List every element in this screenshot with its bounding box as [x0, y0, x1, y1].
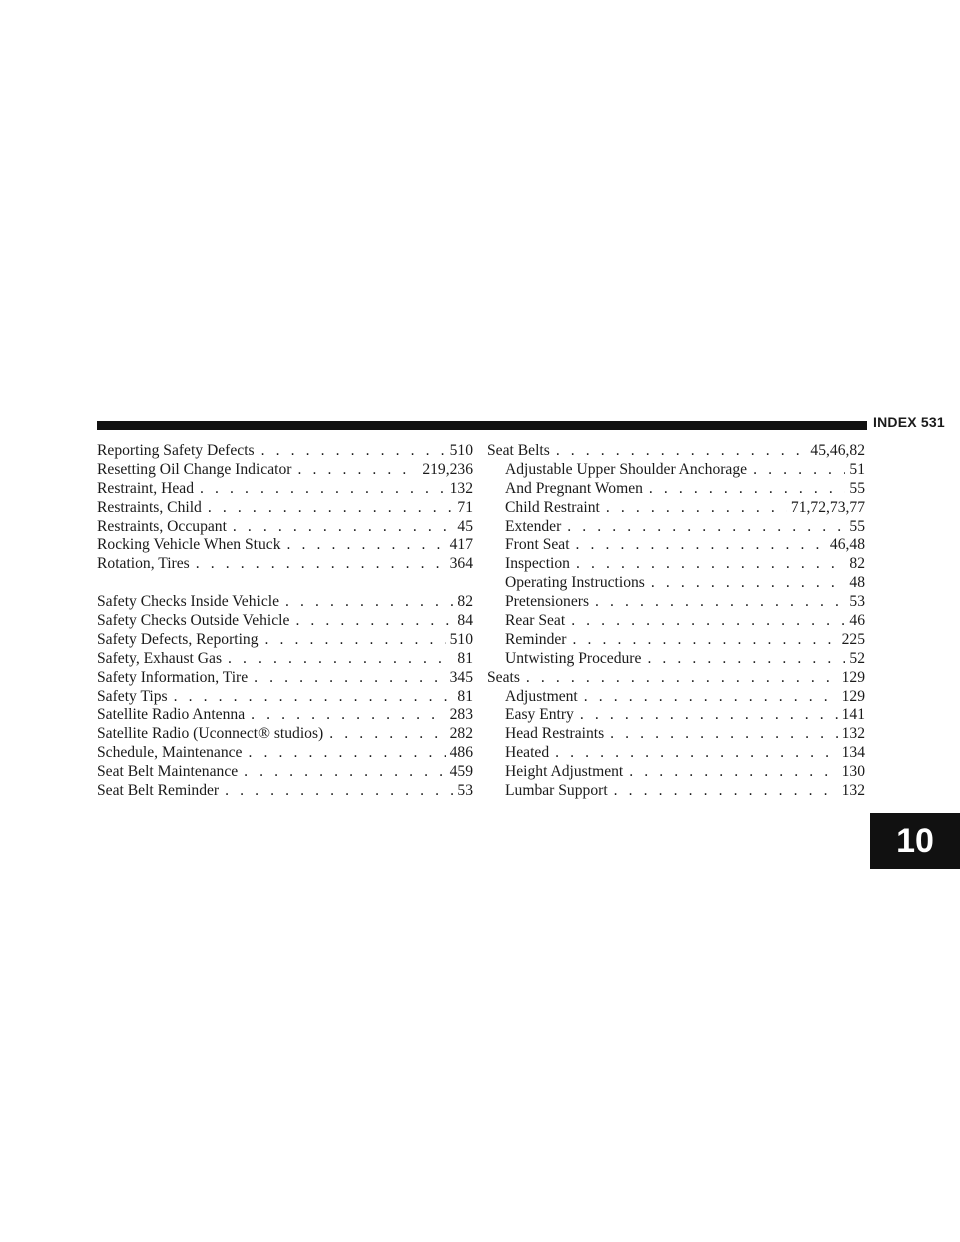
- index-subentry: [487, 555, 865, 574]
- index-subentry: [487, 536, 865, 555]
- dot-leader: [595, 593, 845, 612]
- index-term: Reminder: [505, 630, 567, 648]
- dot-leader: [329, 725, 445, 744]
- index-page-ref: 417: [449, 536, 473, 554]
- index-entry: [487, 669, 865, 688]
- index-term: Head Restraints: [505, 725, 605, 743]
- index-term: Reporting Safety Defects: [97, 442, 255, 459]
- index-entry: [97, 442, 473, 461]
- index-page-ref: 283: [449, 706, 473, 724]
- index-term: Satellite Radio Antenna: [97, 706, 246, 724]
- index-term: Seat Belt Maintenance: [97, 763, 239, 781]
- index-subentry: [487, 688, 865, 707]
- index-term: Heated: [505, 744, 550, 762]
- index-page-ref: 129: [841, 668, 865, 686]
- index-term: Child Restraint: [505, 498, 600, 516]
- dot-leader: [576, 536, 826, 555]
- index-page-ref: 81: [457, 687, 473, 705]
- index-page-ref: 71: [457, 498, 473, 516]
- dot-leader: [196, 555, 446, 574]
- index-entry: [97, 536, 473, 555]
- dot-leader: [208, 499, 454, 518]
- index-subentry: [487, 593, 865, 612]
- index-entry: [97, 612, 473, 631]
- index-page-ref: 45: [457, 517, 473, 535]
- index-page-ref: 130: [841, 763, 865, 781]
- index-entry: [97, 518, 473, 537]
- index-entry: [97, 763, 473, 782]
- index-entry: [97, 499, 473, 518]
- dot-leader: [526, 669, 838, 688]
- index-subentry: [487, 706, 865, 725]
- index-term: And Pregnant Women: [505, 479, 643, 497]
- dot-leader: [610, 725, 837, 744]
- index-page-ref: 84: [457, 612, 473, 630]
- dot-leader: [225, 782, 453, 801]
- index-term: Seats: [487, 668, 520, 686]
- page-number: 531: [920, 414, 945, 430]
- index-subentry: [487, 499, 865, 518]
- dot-leader: [251, 706, 445, 725]
- index-subentry: [487, 518, 865, 537]
- index-page-ref: 55: [849, 517, 865, 535]
- dot-leader: [556, 442, 807, 461]
- dot-leader: [244, 763, 445, 782]
- dot-leader: [261, 442, 446, 461]
- dot-leader: [649, 480, 845, 499]
- index-term: Adjustable Upper Shoulder Anchorage: [505, 460, 748, 478]
- index-term: Safety, Exhaust Gas: [97, 649, 223, 667]
- index-term: Restraint, Head: [97, 479, 194, 497]
- dot-leader: [580, 706, 838, 725]
- running-header: [873, 414, 945, 430]
- index-subentry: [487, 744, 865, 763]
- index-term: Operating Instructions: [505, 574, 645, 592]
- header-rule: [97, 421, 867, 430]
- dot-leader: [228, 650, 453, 669]
- index-page-ref: 510: [449, 630, 473, 648]
- index-page-ref: 345: [449, 668, 473, 686]
- index-term: Safety Information, Tire: [97, 668, 249, 686]
- index-page-ref: 48: [849, 574, 865, 592]
- index-subentry: [487, 631, 865, 650]
- index-subentry: [487, 725, 865, 744]
- dot-leader: [285, 593, 453, 612]
- index-entry: [97, 480, 473, 499]
- dot-leader: [555, 744, 837, 763]
- index-entry: [97, 650, 473, 669]
- index-entry: [97, 706, 473, 725]
- index-entry: [97, 725, 473, 744]
- index-entry: [97, 669, 473, 688]
- index-subentry: [487, 763, 865, 782]
- dot-leader: [584, 688, 838, 707]
- index-subentry: [487, 650, 865, 669]
- dot-leader: [233, 518, 453, 537]
- header-section-label: INDEX: [873, 414, 917, 430]
- index-term: Safety Checks Inside Vehicle: [97, 593, 280, 611]
- index-page-ref: 55: [849, 479, 865, 497]
- index-subentry: [487, 574, 865, 593]
- index-page-ref: 71,72,73,77: [790, 498, 865, 516]
- index-page-ref: 82: [457, 593, 473, 611]
- dot-leader: [295, 612, 453, 631]
- index-term: Safety Defects, Reporting: [97, 630, 259, 648]
- index-subentry: [487, 480, 865, 499]
- index-term: Rear Seat: [505, 612, 566, 630]
- dot-leader: [614, 782, 838, 801]
- dot-leader: [297, 461, 418, 480]
- index-column-right: [487, 442, 865, 801]
- index-page-ref: 46: [849, 612, 865, 630]
- index-entry: [97, 593, 473, 612]
- dot-leader: [606, 499, 787, 518]
- index-term: Safety Tips: [97, 687, 168, 705]
- dot-leader: [248, 744, 445, 763]
- index-page-ref: 141: [841, 706, 865, 724]
- index-term: Seat Belt Reminder: [97, 782, 220, 800]
- index-page-ref: 282: [449, 725, 473, 743]
- dot-leader: [753, 461, 845, 480]
- dot-leader: [265, 631, 446, 650]
- index-subentry: [487, 782, 865, 801]
- index-entry: [97, 555, 473, 574]
- dot-leader: [571, 612, 845, 631]
- index-term: Seat Belts: [487, 442, 550, 459]
- index-subentry: [487, 612, 865, 631]
- index-term: Rotation, Tires: [97, 555, 190, 573]
- index-column-left: [97, 442, 473, 801]
- index-term: Rocking Vehicle When Stuck: [97, 536, 281, 554]
- index-page-ref: 219,236: [422, 460, 473, 478]
- index-entry: [97, 631, 473, 650]
- index-entry: [97, 782, 473, 801]
- index-page-ref: 46,48: [829, 536, 865, 554]
- index-page-ref: 82: [849, 555, 865, 573]
- index-page-ref: 486: [449, 744, 473, 762]
- index-page-ref: 510: [449, 442, 473, 459]
- index-term: Untwisting Procedure: [505, 649, 642, 667]
- chapter-tab: 10: [870, 813, 960, 869]
- index-term: Extender: [505, 517, 562, 535]
- index-term: Schedule, Maintenance: [97, 744, 243, 762]
- index-term: Safety Checks Outside Vehicle: [97, 612, 290, 630]
- dot-leader: [647, 650, 845, 669]
- index-subentry: [487, 461, 865, 480]
- index-entry: [97, 744, 473, 763]
- index-term: Pretensioners: [505, 593, 590, 611]
- index-page-ref: 81: [457, 649, 473, 667]
- index-page-ref: 45,46,82: [810, 442, 865, 459]
- index-page-ref: 132: [449, 479, 473, 497]
- index-term: Inspection: [505, 555, 570, 573]
- index-entry: [97, 688, 473, 707]
- index-term: Restraints, Occupant: [97, 517, 227, 535]
- index-term: Front Seat: [505, 536, 570, 554]
- index-page-ref: 53: [457, 782, 473, 800]
- dot-leader: [287, 536, 446, 555]
- index-page-ref: 364: [449, 555, 473, 573]
- dot-leader: [254, 669, 445, 688]
- index-page-ref: 52: [849, 649, 865, 667]
- dot-leader: [651, 574, 846, 593]
- index-page-ref: 225: [841, 630, 865, 648]
- dot-leader: [629, 763, 837, 782]
- index-page-ref: 53: [849, 593, 865, 611]
- index-page-ref: 134: [841, 744, 865, 762]
- index-page-ref: 129: [841, 687, 865, 705]
- dot-leader: [576, 555, 845, 574]
- dot-leader: [200, 480, 446, 499]
- index-entry: [487, 442, 865, 461]
- index-term: Resetting Oil Change Indicator: [97, 460, 292, 478]
- dot-leader: [573, 631, 838, 650]
- index-entry: [97, 461, 473, 480]
- index-term: Height Adjustment: [505, 763, 624, 781]
- index-page-ref: 51: [849, 460, 865, 478]
- index-page-ref: 132: [841, 782, 865, 800]
- index-term: Easy Entry: [505, 706, 574, 724]
- dot-leader: [174, 688, 454, 707]
- index-term: Lumbar Support: [505, 782, 608, 800]
- index-term: Adjustment: [505, 687, 578, 705]
- index-page-ref: 132: [841, 725, 865, 743]
- index-term: Satellite Radio (Uconnect® studios): [97, 725, 324, 743]
- index-term: Restraints, Child: [97, 498, 202, 516]
- index-page-ref: 459: [449, 763, 473, 781]
- dot-leader: [567, 518, 845, 537]
